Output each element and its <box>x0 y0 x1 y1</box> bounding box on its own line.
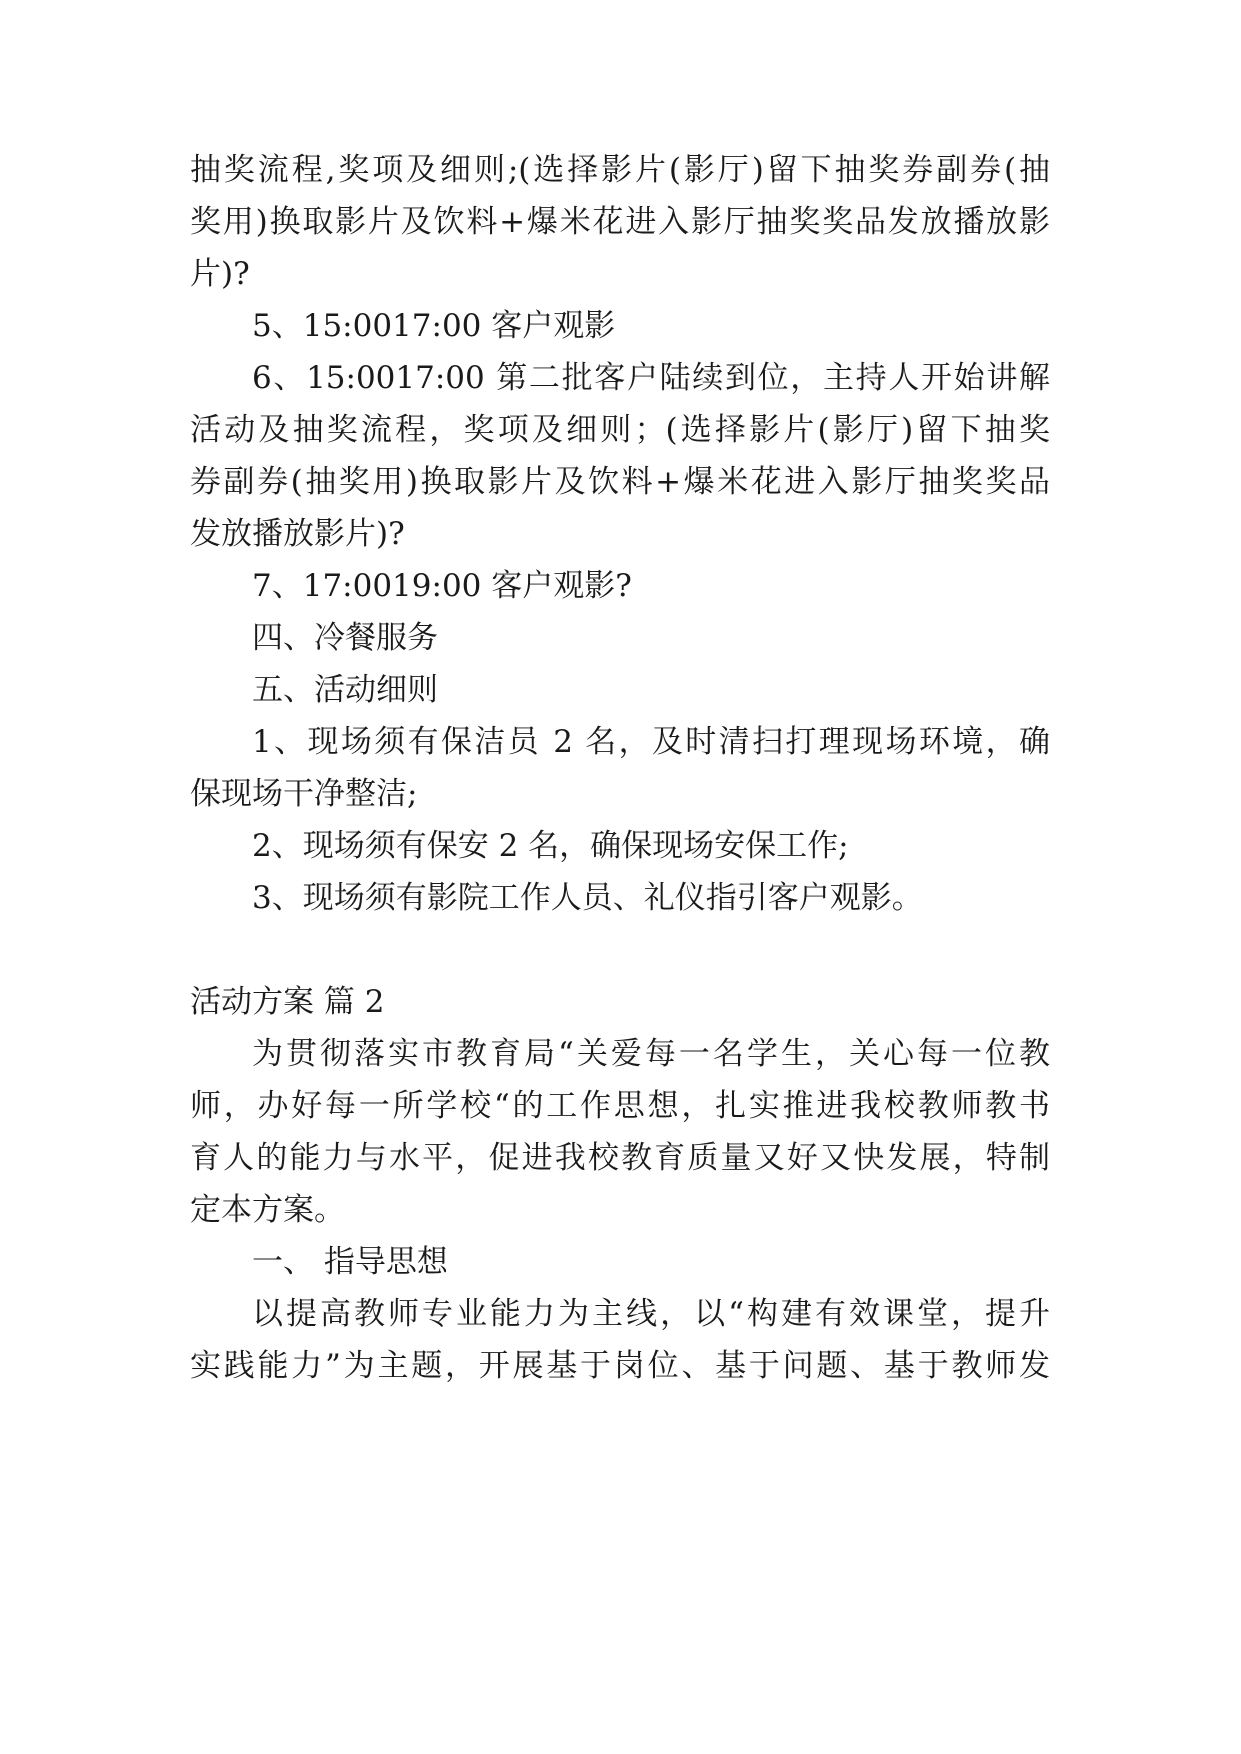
text-line: 5、15:0017:00 客户观影 <box>252 308 616 344</box>
text-line: 券副券(抽奖用)换取影片及饮料+爆米花进入影厅抽奖奖品 <box>190 464 1050 500</box>
text-line: 保现场干净整洁; <box>190 776 418 812</box>
section-heading: 一、 指导思想 <box>252 1244 448 1280</box>
text-line: 以提高教师专业能力为主线，以“构建有效课堂，提升 <box>252 1296 1050 1332</box>
text-line: 发放播放影片)? <box>190 516 405 552</box>
text-line: 活动及抽奖流程，奖项及细则；(选择影片(影厅)留下抽奖 <box>190 412 1050 448</box>
text-line: 7、17:0019:00 客户观影? <box>252 568 632 604</box>
text-line: 为贯彻落实市教育局“关爱每一名学生，关心每一位教 <box>252 1036 1050 1072</box>
document-title: 活动方案 篇 2 <box>190 984 385 1020</box>
text-line: 2、现场须有保安 2 名，确保现场安保工作; <box>252 828 849 864</box>
text-line: 育人的能力与水平，促进我校教育质量又好又快发展，特制 <box>190 1140 1050 1176</box>
text-line: 1、现场须有保洁员 2 名，及时清扫打理现场环境，确 <box>252 724 1050 760</box>
text-line: 奖用)换取影片及饮料+爆米花进入影厅抽奖奖品发放播放影 <box>190 204 1050 240</box>
text-line: 定本方案。 <box>190 1192 345 1228</box>
section-heading: 五、活动细则 <box>252 672 438 708</box>
text-line: 3、现场须有影院工作人员、礼仪指引客户观影。 <box>252 880 923 916</box>
text-line: 实践能力”为主题，开展基于岗位、基于问题、基于教师发 <box>190 1348 1050 1384</box>
text-line: 6、15:0017:00 第二批客户陆续到位，主持人开始讲解 <box>252 360 1050 396</box>
text-line: 抽奖流程,奖项及细则;(选择影片(影厅)留下抽奖券副券(抽 <box>190 152 1050 188</box>
text-line: 片)? <box>190 256 250 292</box>
section-heading: 四、冷餐服务 <box>252 620 438 656</box>
text-line: 师，办好每一所学校“的工作思想，扎实推进我校教师教书 <box>190 1088 1050 1124</box>
